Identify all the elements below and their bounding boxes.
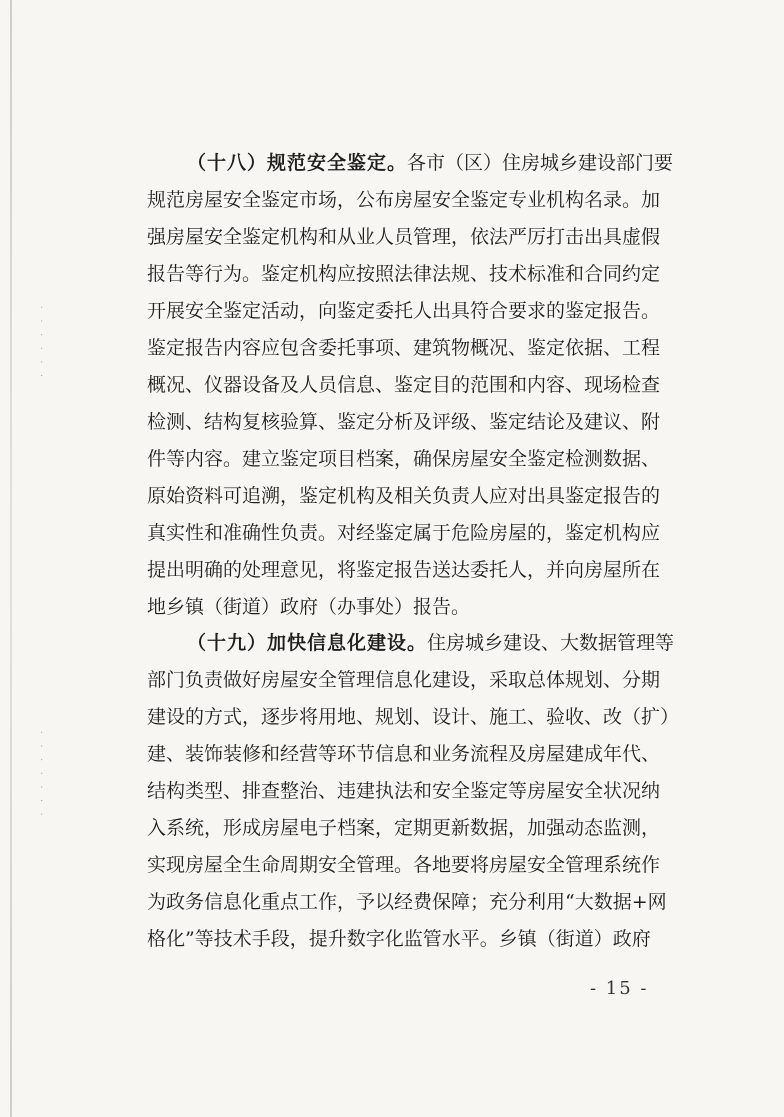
paragraph-heading: （十八）规范安全鉴定。 xyxy=(187,152,408,174)
text-line: 规范房屋安全鉴定市场，公布房屋安全鉴定专业机构名录。加 xyxy=(147,189,661,211)
text-line: 结构类型、排查整治、违建执法和安全鉴定等房屋安全状况纳 xyxy=(147,780,661,802)
text-line: 建设的方式，逐步将用地、规划、设计、施工、验收、改（扩） xyxy=(147,706,680,728)
binding-marks: · · · · · · · xyxy=(37,730,46,819)
paragraph-heading: （十九）加快信息化建设。 xyxy=(187,632,428,654)
text-line: 入系统，形成房屋电子档案，定期更新数据，加强动态监测， xyxy=(147,817,661,839)
text-line: 概况、仪器设备及人员信息、鉴定目的范围和内容、现场检查 xyxy=(147,374,661,396)
text-line: （十八）规范安全鉴定。各市（区）住房城乡建设部门要 xyxy=(187,152,674,174)
text-line: 件等内容。建立鉴定项目档案，确保房屋安全鉴定检测数据、 xyxy=(147,448,661,470)
scan-edge xyxy=(10,0,12,1117)
text-line: 为政务信息化重点工作，予以经费保障；充分利用“大数据+网 xyxy=(147,891,667,913)
text-line: 实现房屋全生命周期安全管理。各地要将房屋安全管理系统作 xyxy=(147,854,661,876)
text-line: 建、装饰装修和经营等环节信息和业务流程及房屋建成年代、 xyxy=(147,743,661,765)
text-line: 原始资料可追溯，鉴定机构及相关负责人应对出具鉴定报告的 xyxy=(147,485,661,507)
page-number: - 15 - xyxy=(590,978,649,999)
text-line: 提出明确的处理意见，将鉴定报告送达委托人，并向房屋所在 xyxy=(147,559,661,581)
paragraph-19 xyxy=(147,625,680,958)
text-line: 开展安全鉴定活动，向鉴定委托人出具符合要求的鉴定报告。 xyxy=(147,300,661,322)
text-line: 格化”等技术手段，提升数字化监管水平。乡镇（街道）政府 xyxy=(147,928,651,950)
binding-marks: · · · · · · xyxy=(37,305,46,380)
text-line: 鉴定报告内容应包含委托事项、建筑物概况、鉴定依据、工程 xyxy=(147,337,661,359)
text-line: 报告等行为。鉴定机构应按照法律法规、技术标准和合同约定 xyxy=(147,263,661,285)
text-line: 真实性和准确性负责。对经鉴定属于危险房屋的，鉴定机构应 xyxy=(147,522,661,544)
text-line: 地乡镇（街道）政府（办事处）报告。 xyxy=(147,596,471,618)
text-line: 检测、结构复核验算、鉴定分析及评级、鉴定结论及建议、附 xyxy=(147,411,661,433)
paragraph-18 xyxy=(147,145,674,626)
text-line: （十九）加快信息化建设。住房城乡建设、大数据管理等 xyxy=(187,632,675,654)
text-line: 强房屋安全鉴定机构和从业人员管理，依法严厉打击出具虚假 xyxy=(147,226,661,248)
text-line: 部门负责做好房屋安全管理信息化建设，采取总体规划、分期 xyxy=(147,669,661,691)
